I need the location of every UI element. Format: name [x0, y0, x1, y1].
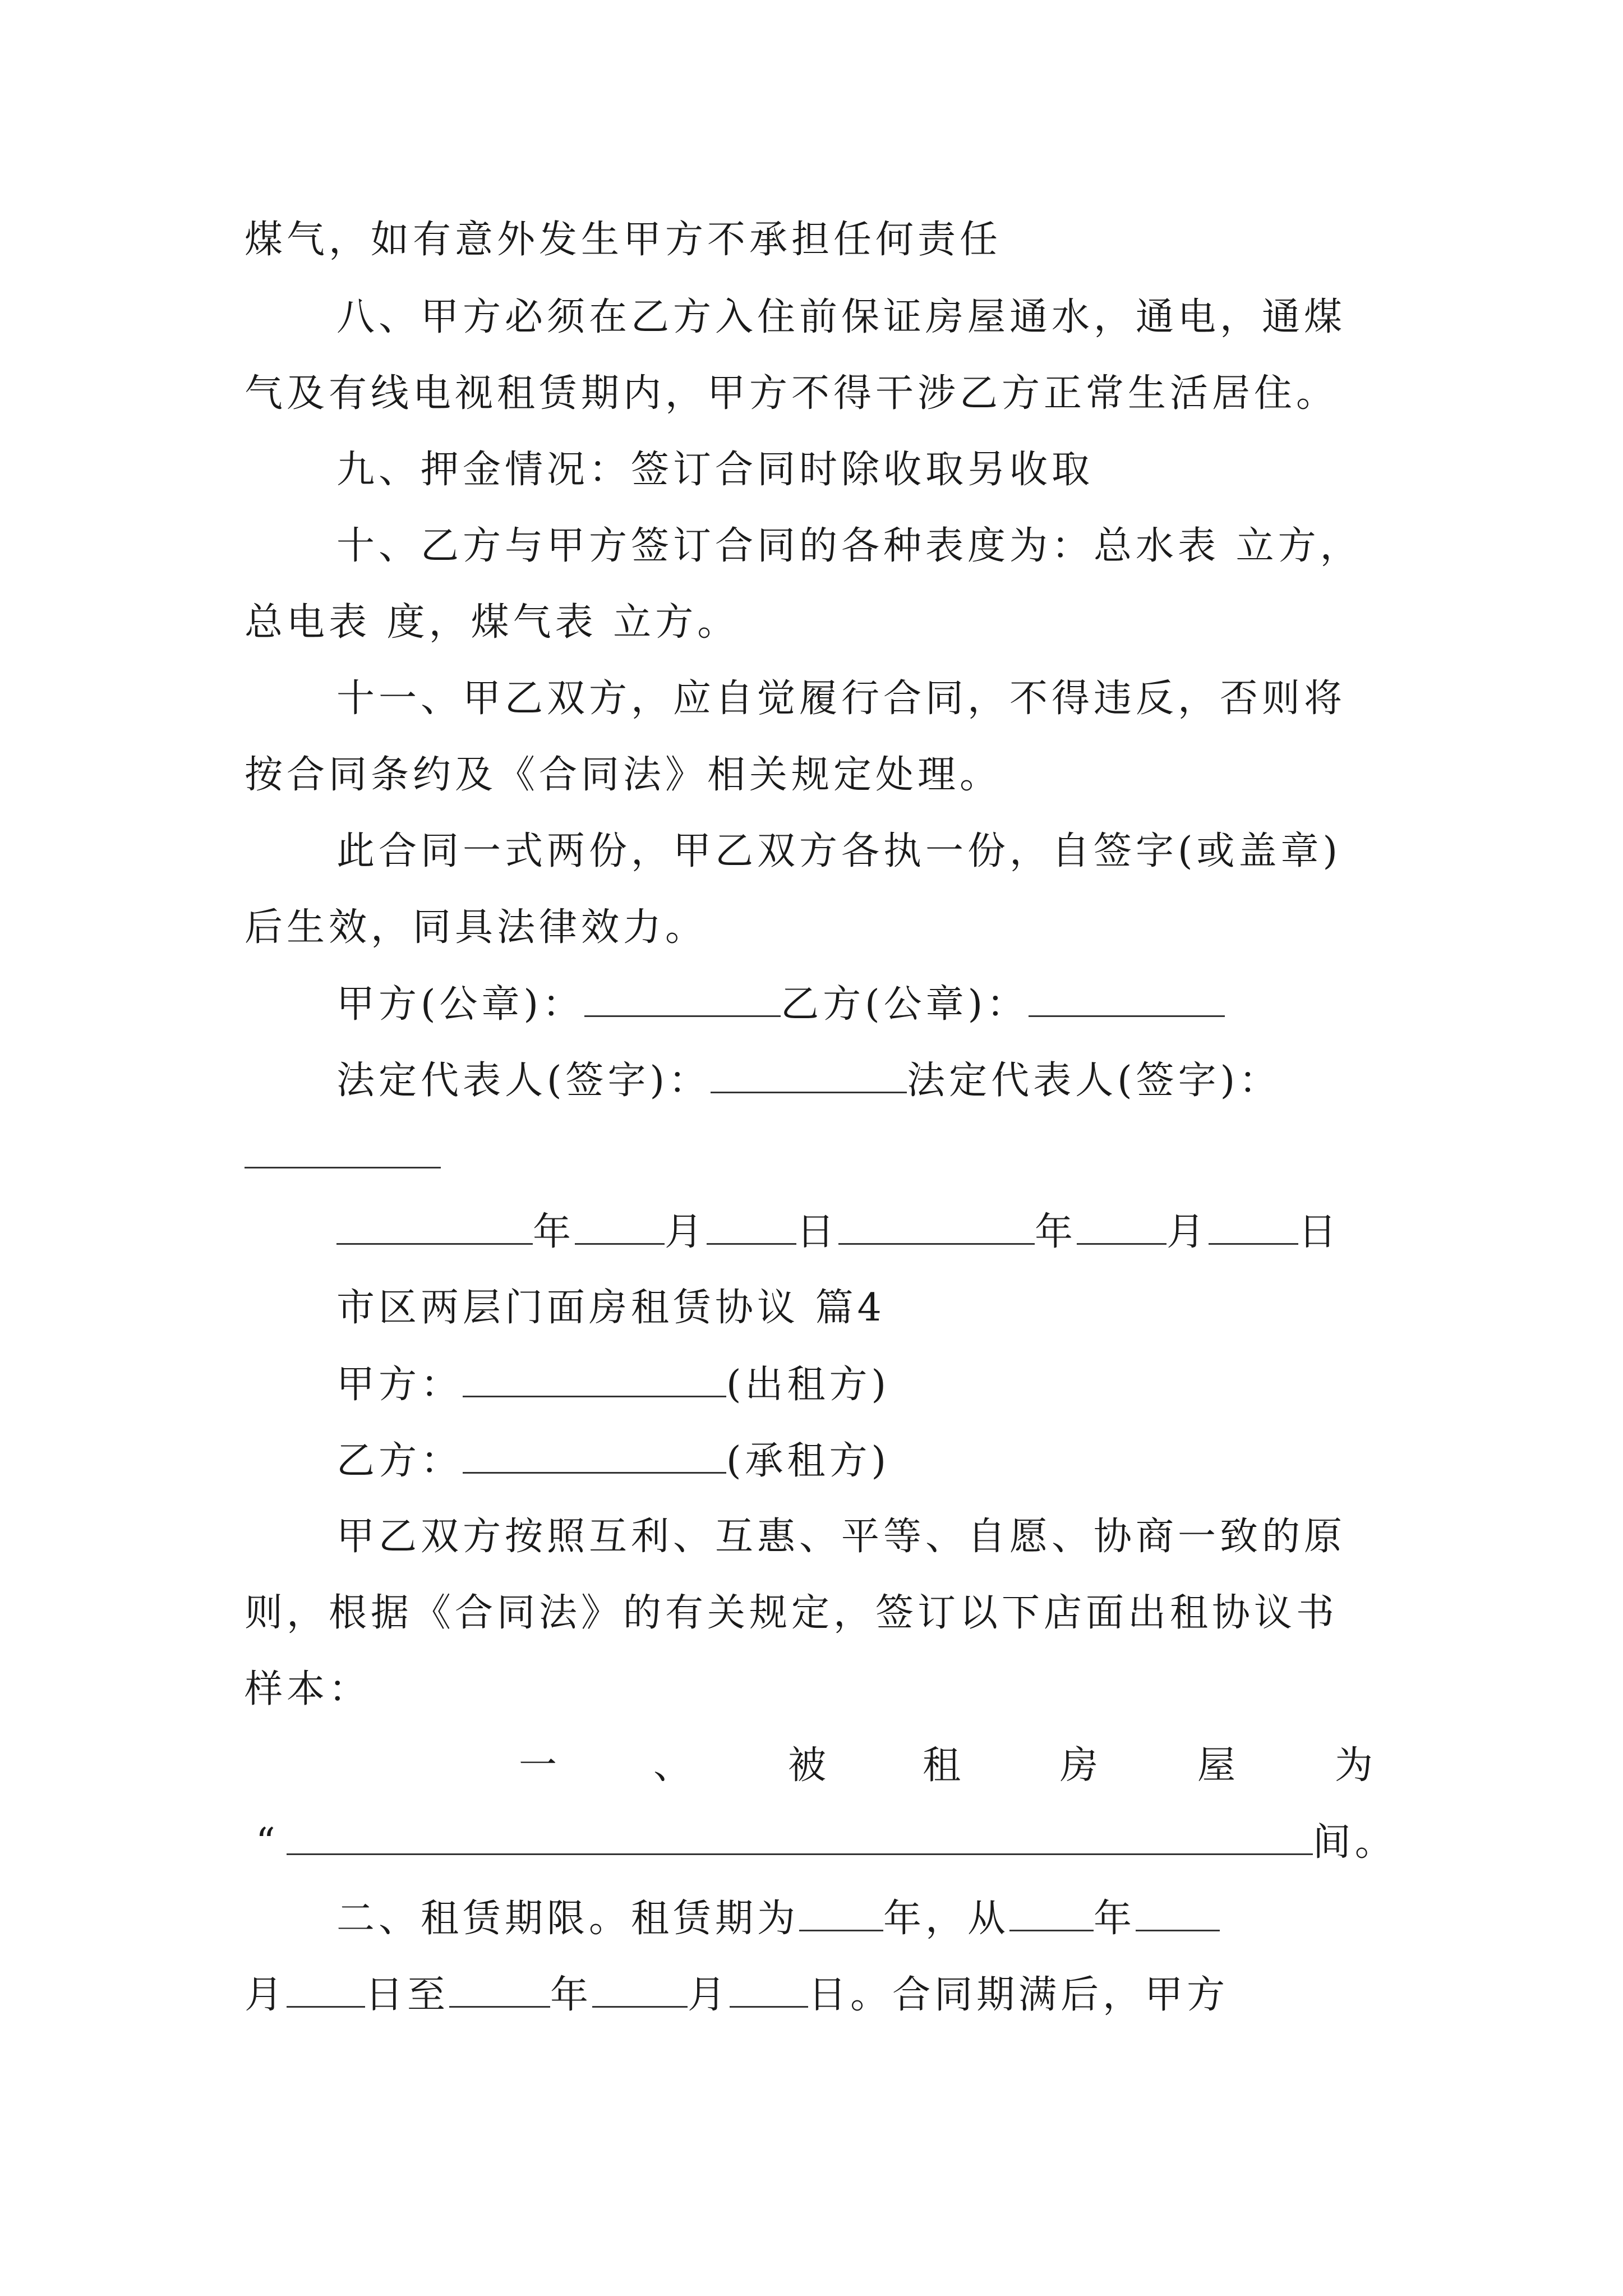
month-label-b: 月 — [1166, 1210, 1209, 1254]
year-blank-a[interactable] — [336, 1204, 533, 1245]
clause-2-text: 日至 — [365, 1973, 450, 2017]
party-b-line — [336, 1433, 890, 1489]
year-label-b: 年 — [1035, 1210, 1077, 1254]
clause-1-char: 被 — [788, 1743, 827, 1788]
party-b-blank[interactable] — [463, 1433, 726, 1474]
party-a-seal-label: 甲方(公章)： — [336, 982, 585, 1027]
clause-1-char: 、 — [653, 1743, 692, 1788]
rep-a-label: 法定代表人(签字)： — [336, 1059, 711, 1103]
start-day-blank[interactable] — [287, 1967, 365, 2008]
section-title: 市区两层门面房租赁协议 篇4 — [336, 1286, 886, 1330]
clause-1-line — [0, 1738, 1623, 1794]
text-line: 八、甲方必须在乙方入住前保证房屋通水，通电，通煤 — [336, 295, 1347, 339]
date-line — [336, 1204, 1340, 1260]
clause-2-text: 日。合同期满后，甲方 — [808, 1973, 1229, 2017]
year-label-a: 年 — [533, 1210, 575, 1254]
party-a-line — [336, 1356, 890, 1413]
party-b-label: 乙方： — [336, 1439, 463, 1483]
clause-1-continuation — [256, 1814, 1397, 1871]
clause-1-char: 为 — [1335, 1743, 1373, 1788]
text-line: 煤气，如有意外发生甲方不承担任何责任 — [245, 218, 1002, 262]
end-month-blank[interactable] — [592, 1967, 688, 2008]
text-line: 总电表 度，煤气表 立方。 — [245, 600, 740, 645]
party-b-seal-label: 乙方(公章)： — [781, 982, 1029, 1027]
party-b-seal-blank[interactable] — [1029, 976, 1225, 1017]
clause-2-line — [336, 1890, 1220, 1947]
clause-1-char: 租 — [923, 1743, 961, 1788]
party-a-role: (出租方) — [726, 1363, 891, 1407]
house-description-blank[interactable] — [287, 1814, 1313, 1855]
text-line: 此合同一式两份，甲乙双方各执一份，自签字(或盖章) — [336, 829, 1342, 873]
intro-line: 样本： — [245, 1667, 371, 1711]
clause-1-tail: 间。 — [1312, 1820, 1397, 1865]
rep-b-label: 法定代表人(签字)： — [907, 1059, 1281, 1103]
intro-line: 甲乙双方按照互利、互惠、平等、自愿、协商一致的原 — [336, 1515, 1347, 1559]
text-line: 气及有线电视租赁期内，甲方不得干涉乙方正常生活居住。 — [245, 371, 1339, 416]
end-year-blank[interactable] — [449, 1967, 550, 2008]
rep-b-blank[interactable] — [245, 1167, 441, 1168]
start-year-blank[interactable] — [1009, 1890, 1094, 1931]
clause-1-char: 房 — [1060, 1743, 1099, 1788]
party-a-label: 甲方： — [336, 1363, 463, 1407]
month-blank-b[interactable] — [1077, 1204, 1166, 1245]
text-line: 按合同条约及《合同法》相关规定处理。 — [245, 753, 1002, 797]
end-day-blank[interactable] — [730, 1967, 808, 2008]
party-b-role: (承租方) — [726, 1439, 891, 1483]
seal-line — [336, 976, 1225, 1033]
text-line: 十一、甲乙双方，应自觉履行合同，不得违反，否则将 — [336, 677, 1347, 721]
clause-2-text: 月 — [688, 1973, 730, 2017]
month-blank-a[interactable] — [575, 1204, 665, 1245]
representative-line — [336, 1052, 1281, 1109]
open-quote: “ — [256, 1820, 275, 1865]
month-label-a: 月 — [665, 1210, 707, 1254]
clause-2-continuation — [245, 1967, 1229, 2023]
clause-1-char: 一 — [519, 1743, 557, 1788]
clause-1-char: 屋 — [1197, 1743, 1236, 1788]
intro-line: 则，根据《合同法》的有关规定，签订以下店面出租协议书 — [245, 1591, 1339, 1635]
clause-2-text: 二、租赁期限。租赁期为 — [336, 1897, 800, 1941]
year-blank-b[interactable] — [838, 1204, 1035, 1245]
party-a-seal-blank[interactable] — [584, 976, 781, 1017]
text-line: 后生效，同具法律效力。 — [245, 905, 708, 950]
clause-2-text: 月 — [245, 1973, 287, 2017]
term-years-blank[interactable] — [799, 1890, 883, 1931]
clause-2-text: 年 — [550, 1973, 593, 2017]
text-line: 十、乙方与甲方签订合同的各种表度为：总水表 立方， — [336, 524, 1362, 568]
clause-2-text: 年，从 — [883, 1897, 1010, 1941]
party-a-blank[interactable] — [463, 1356, 726, 1397]
rep-a-blank[interactable] — [711, 1052, 907, 1093]
start-month-blank[interactable] — [1136, 1890, 1220, 1931]
day-blank-b[interactable] — [1209, 1204, 1298, 1245]
clause-2-text: 年 — [1094, 1897, 1136, 1941]
day-blank-a[interactable] — [707, 1204, 796, 1245]
text-line: 九、押金情况：签订合同时除收取另收取 — [336, 448, 1094, 492]
day-label-a: 日 — [796, 1210, 839, 1254]
day-label-b: 日 — [1298, 1210, 1341, 1254]
